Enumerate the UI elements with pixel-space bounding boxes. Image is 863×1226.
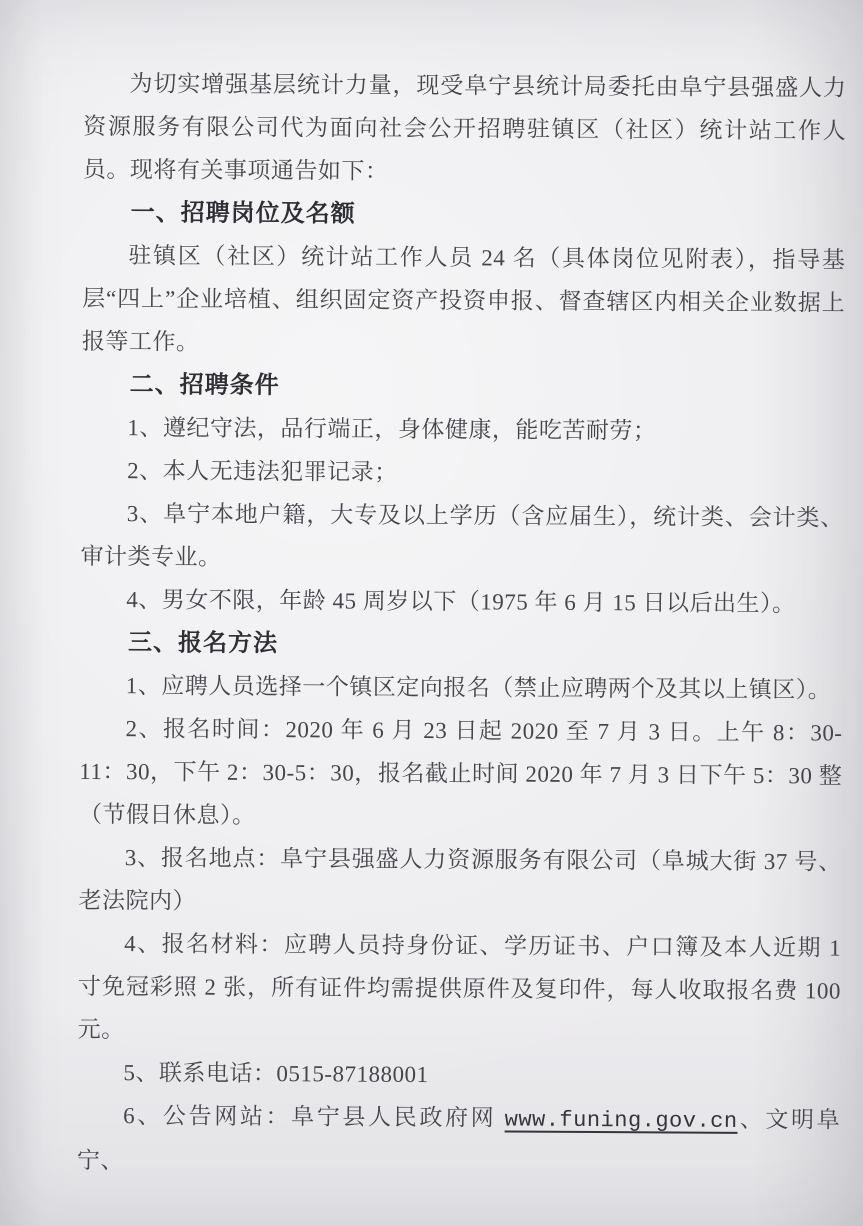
registration-item-6-websites (77, 1094, 841, 1187)
condition-item-4: 4、男女不限，年龄 45 周岁以下（1975 年 6 月 15 日以后出生）。 (126, 587, 796, 617)
funing-gov-link[interactable]: www.funing.gov.cn (504, 1107, 738, 1134)
section-3-heading: 三、报名方法 (127, 629, 279, 658)
registration-item-2-time: 2、报名时间：2020 年 6 月 23 日起 2020 至 7 月 3 日。上午 8：30-11：30，下午 2：30-5：30，报名截止时间 2020 年 7 月 3 日下午 5：30 整（节假日休息）。 (78, 716, 843, 828)
section-1-heading: 一、招聘岗位及名额 (130, 199, 356, 228)
condition-item-2: 2、本人无违法犯罪记录； (127, 458, 398, 485)
section-2-heading: 二、招聘条件 (129, 371, 280, 400)
intro-paragraph: 为切实增强基层统计力量，现受阜宁县统计局委托由阜宁县强盛人力资源服务有限公司代为面向社会公开招聘驻镇区（社区）统计站工作人员。现将有关事项通告如下： (82, 71, 847, 184)
registration-item-4-materials: 4、报名材料：应聘人员持身份证、学历证书、户口簿及本人近期 1 寸免冠彩照 2 张，所有证件均需提供原件及复印件，每人收取报名费 100 元。 (77, 931, 842, 1043)
section-1-positions-paragraph: 驻镇区（社区）统计站工作人员 24 名（具体岗位见附表），指导基层“四上”企业培植、组织固定资产投资申报、督查辖区内相关企业数据上报等工作。 (81, 243, 846, 355)
condition-item-1: 1、遵纪守法，品行端正，身体健康，能吃苦耐劳； (127, 415, 657, 444)
registration-item-1: 1、应聘人员选择一个镇区定向报名（禁止应聘两个及其以上镇区）。 (125, 673, 832, 703)
registration-item-3-location: 3、报名地点：阜宁县强盛人力资源服务有限公司（阜城大街 37 号、老法院内） (78, 845, 842, 914)
condition-item-3: 3、阜宁本地户籍，大专及以上学历（含应届生），统计类、会计类、审计类专业。 (80, 501, 844, 570)
websites-suffix-text: 、文明阜宁、 (76, 1106, 841, 1174)
registration-item-5-phone: 5、联系电话：0515-87188001 (123, 1060, 429, 1088)
websites-prefix-text: 6、公告网站：阜宁县人民政府网 (123, 1103, 505, 1131)
